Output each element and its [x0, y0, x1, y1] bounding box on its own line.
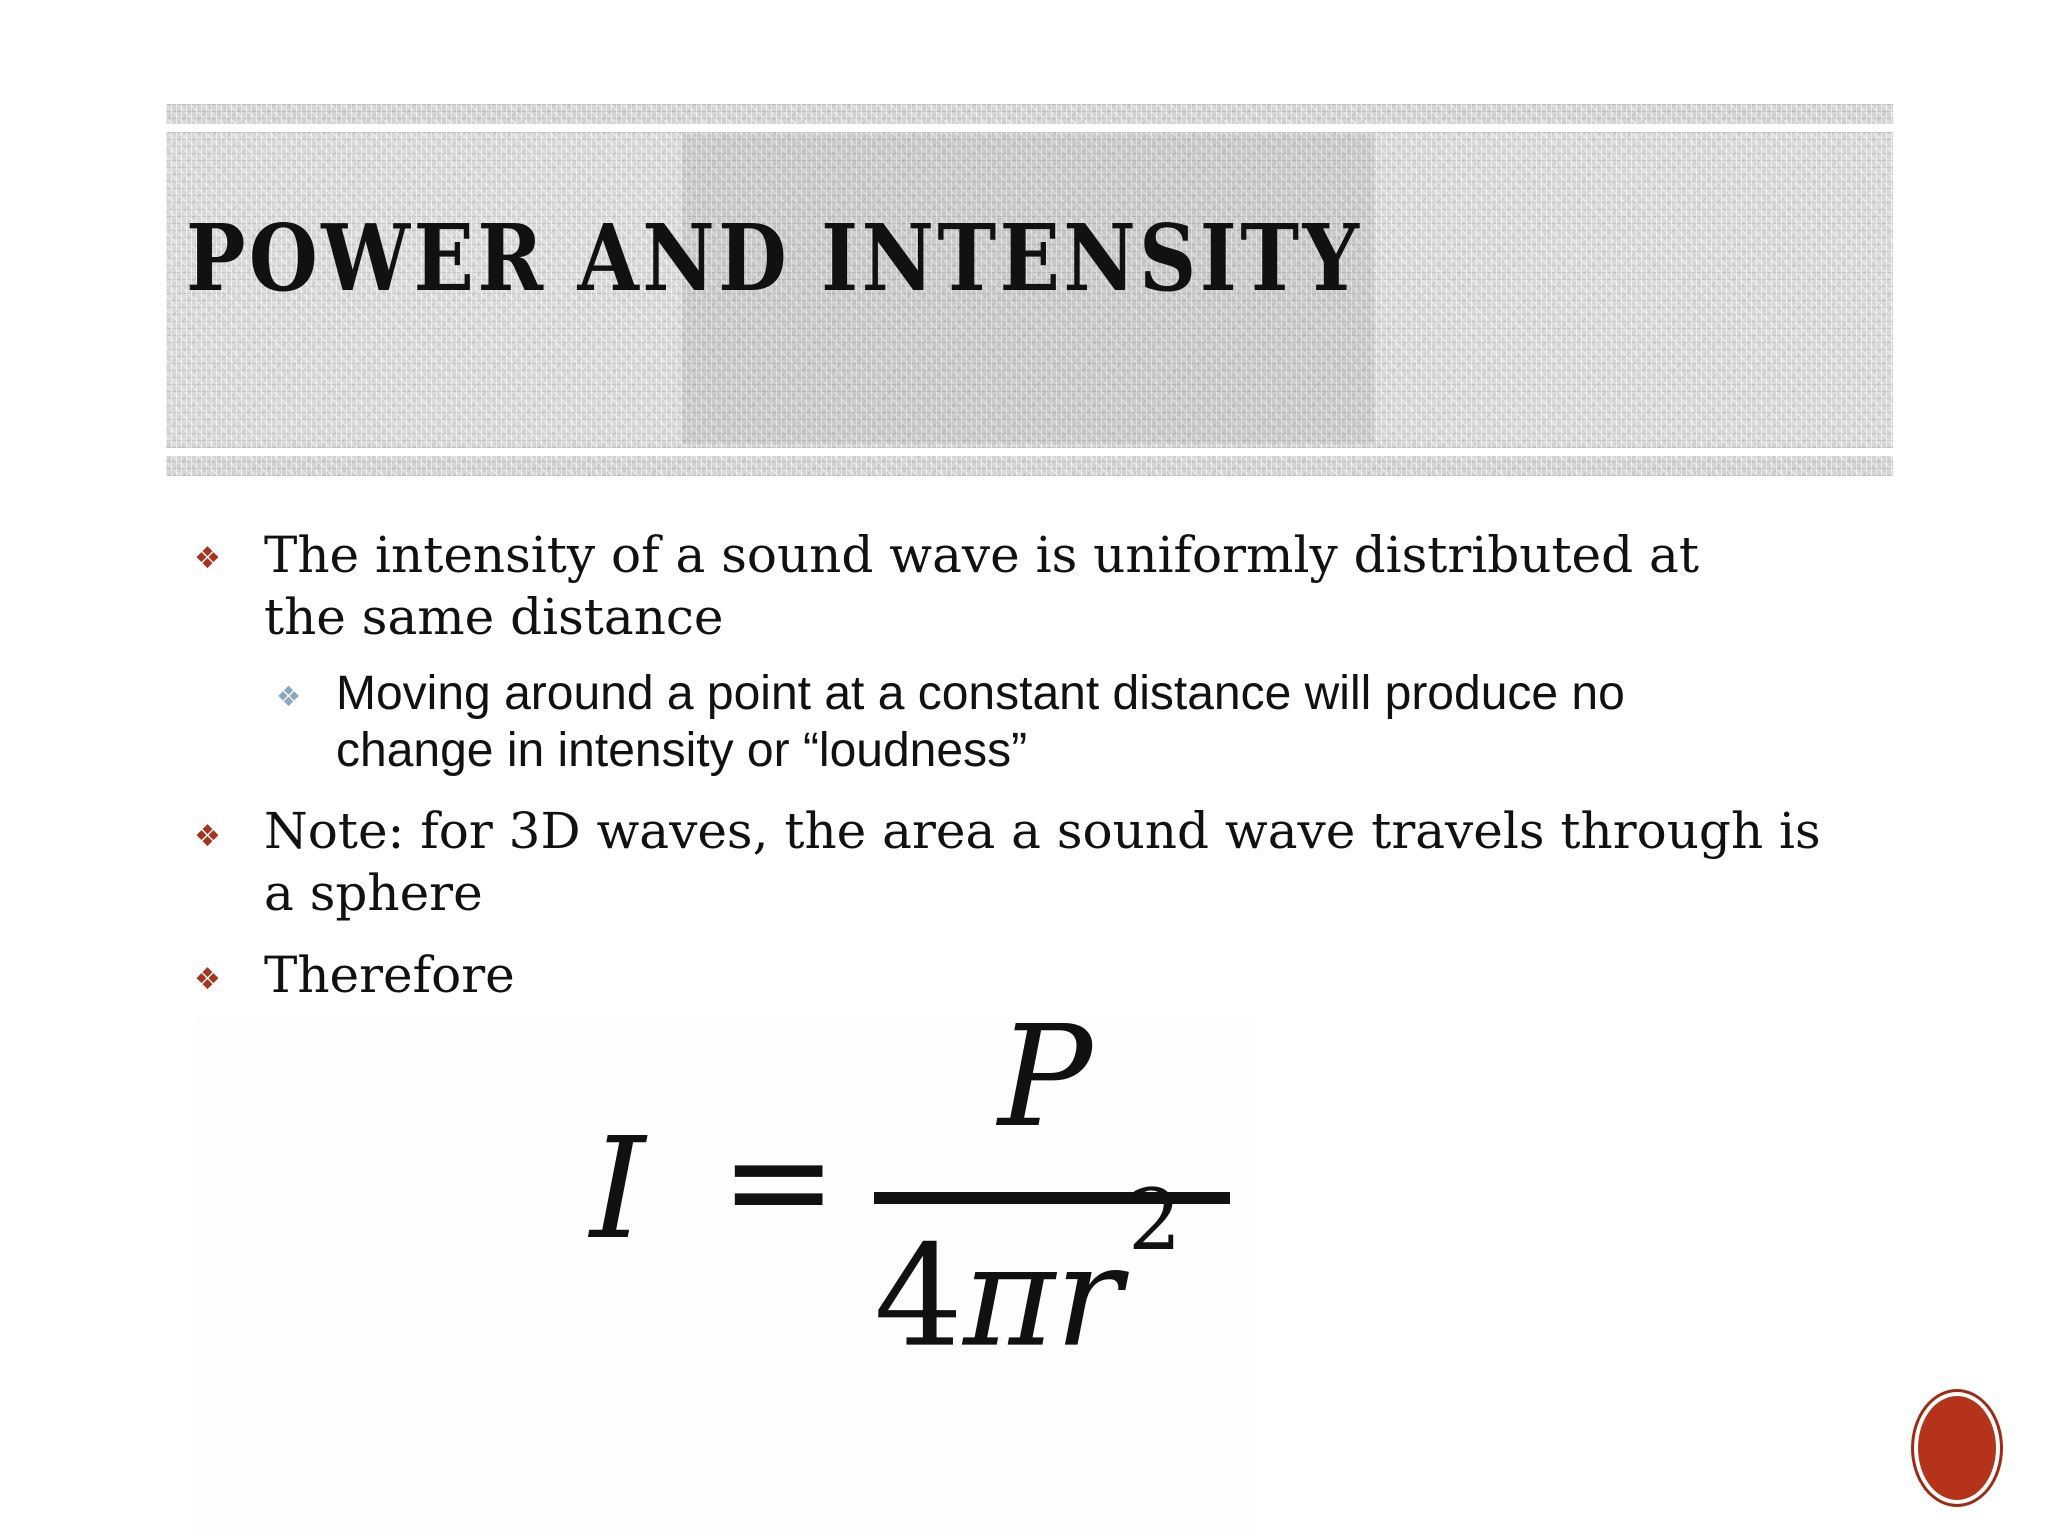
- equation-equals-sign: =: [720, 1100, 838, 1263]
- denominator-exponent: 2: [1128, 1171, 1182, 1269]
- bullet-diamond-icon: ❖: [194, 962, 221, 997]
- bullet-text: Therefore: [264, 946, 515, 1004]
- bullet-diamond-icon: ❖: [194, 541, 221, 576]
- title-band-bottom-stripe: [166, 448, 1893, 456]
- sub-bullet-diamond-icon: ❖: [276, 680, 302, 713]
- slide-number-badge: [1918, 1396, 1996, 1500]
- bullet-diamond-icon: ❖: [194, 819, 221, 854]
- equation-numerator: P: [998, 996, 1093, 1159]
- bullet-text: The intensity of a sound wave is uniformly distributed at the same distance: [264, 526, 1699, 646]
- bullet-text: Note: for 3D waves, the area a sound wave travels through is a sphere: [264, 802, 1821, 922]
- title-band-top-stripe-inner: [166, 124, 1893, 132]
- equation-intensity-symbol: I: [590, 1108, 646, 1271]
- denominator-coefficient: 4: [874, 1215, 964, 1379]
- denominator-pi: π: [963, 1215, 1056, 1379]
- sub-bullet-text: Moving around a point at a constant distance will produce no change in intensity or “loudness”: [336, 667, 1625, 777]
- title-band-panel-right: [1374, 134, 1893, 444]
- denominator-variable: r: [1055, 1215, 1123, 1379]
- slide-title: POWER AND INTENSITY: [186, 204, 1363, 312]
- equation-denominator: [874, 1171, 1182, 1379]
